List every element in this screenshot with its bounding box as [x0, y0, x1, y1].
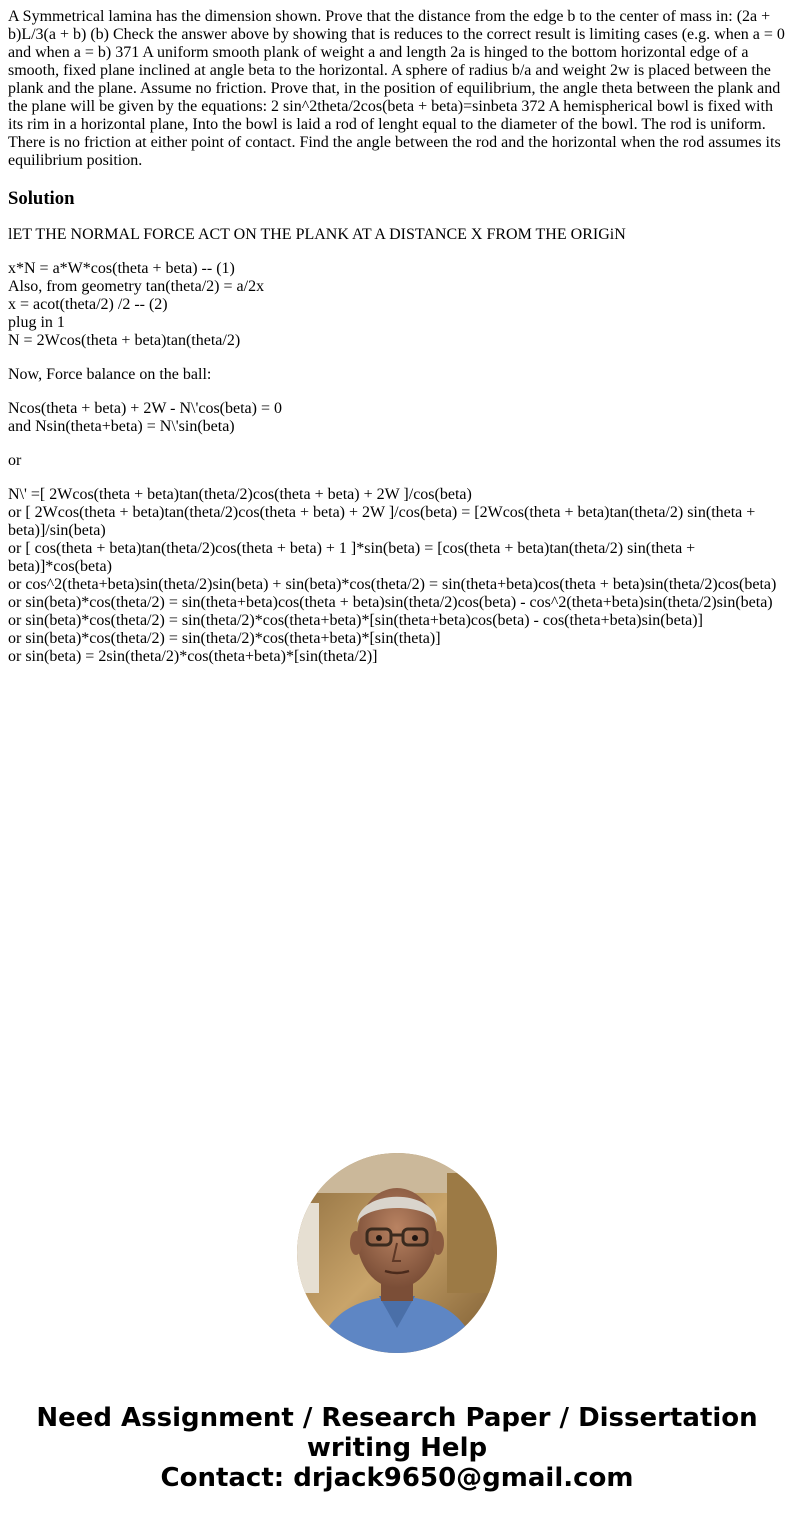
- document-body: [8, 8, 786, 682]
- solution-line: or cos^2(theta+beta)sin(theta/2)sin(beta) + sin(beta)*cos(theta/2) = sin(theta+beta)cos(theta + beta)sin(theta/2)cos(beta): [8, 576, 777, 593]
- solution-line: N\' =[ 2Wcos(theta + beta)tan(theta/2)cos(theta + beta) + 2W ]/cos(beta): [8, 486, 472, 503]
- solution-line: Also, from geometry tan(theta/2) = a/2x: [8, 278, 265, 295]
- solution-line: or sin(beta)*cos(theta/2) = sin(theta/2)*cos(theta+beta)*[sin(theta+beta)cos(beta) - cos(theta+beta)sin(beta)]: [8, 612, 703, 629]
- solution-line: or sin(beta)*cos(theta/2) = sin(theta/2)*cos(theta+beta)*[sin(theta)]: [8, 630, 441, 647]
- author-avatar: [297, 1153, 497, 1353]
- solution-intro: lET THE NORMAL FORCE ACT ON THE PLANK AT A DISTANCE X FROM THE ORIGiN: [8, 226, 626, 243]
- solution-line: or [ 2Wcos(theta + beta)tan(theta/2)cos(theta + beta) + 2W ]/cos(beta) = [2Wcos(theta + beta)tan(theta/2) sin(theta + beta)]/sin(beta): [8, 504, 756, 539]
- question-text: A Symmetrical lamina has the dimension shown. Prove that the distance from the edge b to the center of mass in: (2a + b)L/3(a + b) (b) Check the answer above by showing that is reduces to the correct result is limiting cases (e.g. when a = 0 and when a = b) 371 A uniform smooth plank of weight a and length 2a is hinged to the bottom horizontal edge of a smooth, fixed plane inclined at angle beta to the horizontal. A sphere of radius b/a and weight 2w is placed between the plank and the plane. Assume no friction. Prove that, in the position of equilibrium, the angle theta between the plank and the plane will be given by the equations: 2 sin^2theta/2cos(beta + beta)=sinbeta 372 A hemispherical bowl is fixed with its rim in a horizontal plane, Into the bowl is laid a rod of lenght equal to the diameter of the bowl. The rod is uniform. There is no friction at either point of contact. Find the angle between the rod and the horizontal when the rod assumes its equilibrium position.: [8, 8, 785, 169]
- or-text: or: [8, 452, 22, 469]
- solution-line: plug in 1: [8, 314, 65, 331]
- solution-line: N = 2Wcos(theta + beta)tan(theta/2): [8, 332, 241, 349]
- solution-block-2: [8, 400, 786, 436]
- solution-line: and Nsin(theta+beta) = N\'sin(beta): [8, 418, 235, 435]
- promo-footer: [0, 1403, 794, 1493]
- footer-contact: Contact: drjack9650@gmail.com: [160, 1463, 634, 1493]
- solution-line: or sin(beta) = 2sin(theta/2)*cos(theta+beta)*[sin(theta/2)]: [8, 648, 378, 665]
- solution-line: x*N = a*W*cos(theta + beta) -- (1): [8, 260, 235, 277]
- footer-line-2: writing Help: [306, 1433, 488, 1463]
- solution-heading: Solution: [8, 188, 75, 209]
- solution-line: x = acot(theta/2) /2 -- (2): [8, 296, 168, 313]
- person-photo-icon: [297, 1153, 497, 1353]
- solution-line: or [ cos(theta + beta)tan(theta/2)cos(theta + beta) + 1 ]*sin(beta) = [cos(theta + beta)tan(theta/2) sin(theta + beta)]*cos(beta): [8, 540, 696, 575]
- force-balance-text: Now, Force balance on the ball:: [8, 366, 212, 383]
- solution-block-1: [8, 260, 786, 350]
- solution-block-3: [8, 486, 786, 666]
- footer-line-1: Need Assignment / Research Paper / Dissertation: [36, 1403, 758, 1433]
- solution-line: or sin(beta)*cos(theta/2) = sin(theta+beta)cos(theta + beta)sin(theta/2)cos(beta) - cos^2(theta+beta)sin(theta/2)sin(beta): [8, 594, 773, 611]
- solution-line: Ncos(theta + beta) + 2W - N\'cos(beta) = 0: [8, 400, 283, 417]
